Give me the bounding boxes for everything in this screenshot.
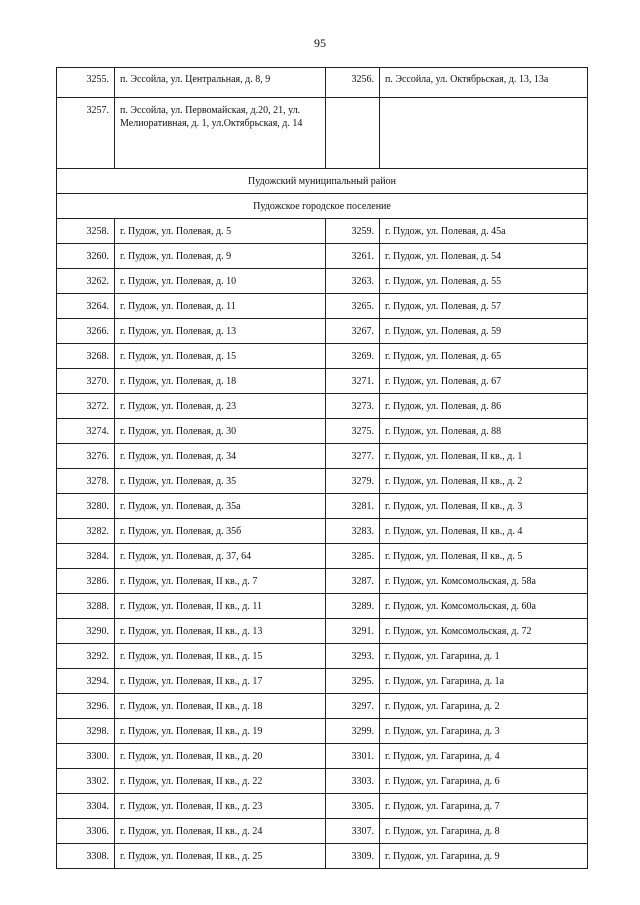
section-header-row [57,194,588,219]
row-number-left: 3278. [57,469,115,494]
row-number-right: 3297. [326,694,380,719]
row-number-left: 3257. [57,98,115,169]
row-number-left: 3286. [57,569,115,594]
address-left: п. Эссойла, ул. Центральная, д. 8, 9 [115,68,326,98]
address-left: г. Пудож, ул. Полевая, д. 13 [115,319,326,344]
address-left: г. Пудож, ул. Полевая, д. 35 [115,469,326,494]
address-right [380,98,588,169]
address-left: г. Пудож, ул. Полевая, II кв., д. 19 [115,719,326,744]
row-number-left: 3260. [57,244,115,269]
address-left: г. Пудож, ул. Полевая, д. 23 [115,394,326,419]
row-number-right: 3309. [326,844,380,869]
address-left: г. Пудож, ул. Полевая, II кв., д. 7 [115,569,326,594]
address-left: г. Пудож, ул. Полевая, II кв., д. 24 [115,819,326,844]
row-number-left: 3302. [57,769,115,794]
table-row [57,644,588,669]
address-left: г. Пудож, ул. Полевая, д. 10 [115,269,326,294]
row-number-right: 3293. [326,644,380,669]
address-left: г. Пудож, ул. Полевая, д. 30 [115,419,326,444]
address-right: г. Пудож, ул. Полевая, д. 55 [380,269,588,294]
row-number-right: 3289. [326,594,380,619]
row-number-left: 3262. [57,269,115,294]
table-row [57,369,588,394]
address-right: г. Пудож, ул. Полевая, д. 86 [380,394,588,419]
row-number-left: 3290. [57,619,115,644]
section-header-row [57,169,588,194]
row-number-right: 3305. [326,794,380,819]
address-right: г. Пудож, ул. Полевая, д. 57 [380,294,588,319]
row-number-left: 3306. [57,819,115,844]
row-number-left: 3270. [57,369,115,394]
address-right: г. Пудож, ул. Гагарина, д. 7 [380,794,588,819]
row-number-right: 3299. [326,719,380,744]
address-right: г. Пудож, ул. Гагарина, д. 6 [380,769,588,794]
address-left: г. Пудож, ул. Полевая, д. 35б [115,519,326,544]
table-row [57,419,588,444]
table-row [57,469,588,494]
address-left: п. Эссойла, ул. Первомайская, д.20, 21, ул. Мелиоративная, д. 1, ул.Октябрьская, д. 14 [115,98,326,169]
table-row [57,819,588,844]
row-number-right: 3301. [326,744,380,769]
address-right: п. Эссойла, ул. Октябрьская, д. 13, 13а [380,68,588,98]
row-number-left: 3264. [57,294,115,319]
address-left: г. Пудож, ул. Полевая, II кв., д. 15 [115,644,326,669]
table-row [57,619,588,644]
table-row [57,269,588,294]
table-row [57,844,588,869]
row-number-right: 3273. [326,394,380,419]
row-number-right: 3277. [326,444,380,469]
table-row [57,219,588,244]
address-left: г. Пудож, ул. Полевая, д. 34 [115,444,326,469]
table-row [57,694,588,719]
row-number-right: 3267. [326,319,380,344]
table-row [57,794,588,819]
row-number-left: 3258. [57,219,115,244]
address-right: г. Пудож, ул. Гагарина, д. 3 [380,719,588,744]
row-number-right: 3303. [326,769,380,794]
address-left: г. Пудож, ул. Полевая, д. 18 [115,369,326,394]
address-right: г. Пудож, ул. Полевая, д. 65 [380,344,588,369]
row-number-right: 3271. [326,369,380,394]
address-right: г. Пудож, ул. Комсомольская, д. 60а [380,594,588,619]
address-left: г. Пудож, ул. Полевая, II кв., д. 23 [115,794,326,819]
address-right: г. Пудож, ул. Комсомольская, д. 72 [380,619,588,644]
row-number-right: 3275. [326,419,380,444]
row-number-left: 3282. [57,519,115,544]
address-left: г. Пудож, ул. Полевая, д. 15 [115,344,326,369]
address-left: г. Пудож, ул. Полевая, II кв., д. 11 [115,594,326,619]
address-right: г. Пудож, ул. Полевая, II кв., д. 4 [380,519,588,544]
row-number-left: 3266. [57,319,115,344]
address-right: г. Пудож, ул. Полевая, II кв., д. 1 [380,444,588,469]
address-left: г. Пудож, ул. Полевая, д. 37, 64 [115,544,326,569]
address-left: г. Пудож, ул. Полевая, д. 9 [115,244,326,269]
table-row [57,344,588,369]
address-right: г. Пудож, ул. Гагарина, д. 1а [380,669,588,694]
row-number-right: 3269. [326,344,380,369]
table-row [57,294,588,319]
address-right: г. Пудож, ул. Гагарина, д. 1 [380,644,588,669]
table-row [57,544,588,569]
row-number-left: 3294. [57,669,115,694]
table-row [57,744,588,769]
table-row [57,669,588,694]
row-number-right: 3281. [326,494,380,519]
address-right: г. Пудож, ул. Комсомольская, д. 58а [380,569,588,594]
address-right: г. Пудож, ул. Полевая, д. 45а [380,219,588,244]
address-left: г. Пудож, ул. Полевая, II кв., д. 13 [115,619,326,644]
address-right: г. Пудож, ул. Гагарина, д. 9 [380,844,588,869]
table-row [57,444,588,469]
table-row [57,769,588,794]
table-row [57,494,588,519]
address-right: г. Пудож, ул. Полевая, II кв., д. 5 [380,544,588,569]
table-row [57,319,588,344]
table-row [57,244,588,269]
row-number-left: 3298. [57,719,115,744]
row-number-left: 3274. [57,419,115,444]
address-right: г. Пудож, ул. Гагарина, д. 4 [380,744,588,769]
row-number-left: 3272. [57,394,115,419]
table-row [57,98,588,169]
table-row [57,594,588,619]
district-header: Пудожский муниципальный район [57,169,588,194]
row-number-right: 3307. [326,819,380,844]
row-number-right: 3287. [326,569,380,594]
row-number-left: 3292. [57,644,115,669]
page-number: 95 [314,36,326,50]
address-right: г. Пудож, ул. Полевая, д. 59 [380,319,588,344]
table-row [57,569,588,594]
row-number-right: 3283. [326,519,380,544]
row-number-left: 3288. [57,594,115,619]
address-left: г. Пудож, ул. Полевая, II кв., д. 17 [115,669,326,694]
address-right: г. Пудож, ул. Полевая, II кв., д. 3 [380,494,588,519]
row-number-right [326,98,380,169]
address-left: г. Пудож, ул. Полевая, II кв., д. 22 [115,769,326,794]
row-number-left: 3268. [57,344,115,369]
table-row [57,394,588,419]
address-right: г. Пудож, ул. Полевая, д. 88 [380,419,588,444]
address-left: г. Пудож, ул. Полевая, II кв., д. 18 [115,694,326,719]
row-number-right: 3256. [326,68,380,98]
row-number-right: 3279. [326,469,380,494]
table-row [57,68,588,98]
address-table [56,67,588,869]
address-left: г. Пудож, ул. Полевая, д. 35а [115,494,326,519]
row-number-left: 3280. [57,494,115,519]
row-number-right: 3263. [326,269,380,294]
table-row [57,519,588,544]
address-left: г. Пудож, ул. Полевая, д. 11 [115,294,326,319]
table-row [57,719,588,744]
row-number-left: 3304. [57,794,115,819]
row-number-left: 3296. [57,694,115,719]
row-number-right: 3261. [326,244,380,269]
address-right: г. Пудож, ул. Гагарина, д. 2 [380,694,588,719]
address-right: г. Пудож, ул. Гагарина, д. 8 [380,819,588,844]
address-right: г. Пудож, ул. Полевая, д. 54 [380,244,588,269]
row-number-right: 3259. [326,219,380,244]
row-number-right: 3291. [326,619,380,644]
address-right: г. Пудож, ул. Полевая, д. 67 [380,369,588,394]
row-number-right: 3285. [326,544,380,569]
address-left: г. Пудож, ул. Полевая, д. 5 [115,219,326,244]
address-right: г. Пудож, ул. Полевая, II кв., д. 2 [380,469,588,494]
row-number-right: 3265. [326,294,380,319]
row-number-left: 3300. [57,744,115,769]
row-number-left: 3255. [57,68,115,98]
row-number-left: 3276. [57,444,115,469]
address-left: г. Пудож, ул. Полевая, II кв., д. 20 [115,744,326,769]
address-left: г. Пудож, ул. Полевая, II кв., д. 25 [115,844,326,869]
row-number-right: 3295. [326,669,380,694]
settlement-header: Пудожское городское поселение [57,194,588,219]
row-number-left: 3284. [57,544,115,569]
row-number-left: 3308. [57,844,115,869]
